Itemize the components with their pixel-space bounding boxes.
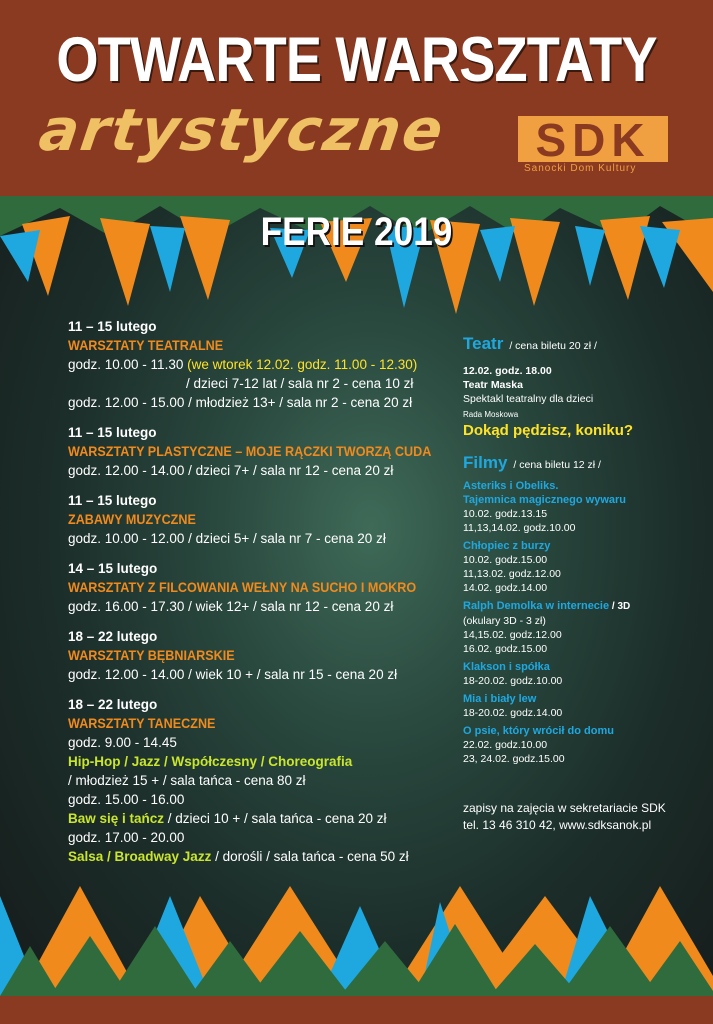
workshop-name: WARSZTATY PLASTYCZNE – MOJE RĄCZKI TWORZĄ CUDA [68,443,432,459]
teatr-spectacle: Dokąd pędzisz, koniku? [463,422,634,439]
film-showtime: 18-20.02. godz.10.00 [463,675,563,687]
dance-style: Baw się i tańcz [68,811,165,826]
workshop-block [68,424,448,480]
teatr-company: Teatr Maska [463,379,523,391]
ferie-heading: FERIE 2019 [260,210,453,254]
workshop-name: WARSZTATY BĘBNIARSKIE [68,647,235,663]
workshop-name: WARSZTATY TEATRALNE [68,337,224,353]
film-title-row [463,599,703,614]
workshop-date: 11 – 15 lutego [68,493,157,508]
workshop-line: godz. 12.00 - 14.00 / dzieci 7+ / sala nr 12 - cena 20 zł [68,463,394,478]
workshops-column [68,318,448,878]
teatr-price: / cena biletu 20 zł / [509,340,597,352]
teatr-title: Teatr [463,334,504,353]
contact-line: tel. 13 46 310 42, www.sdksanok.pl [463,818,652,832]
film-showtime: 11,13,14.02. godz.10.00 [463,522,576,534]
workshop-block [68,318,448,412]
workshop-line-note: (we wtorek 12.02. godz. 11.00 - 12.30) [187,357,418,372]
workshop-date: 18 – 22 lutego [68,697,158,712]
film-showtime: 18-20.02. godz.14.00 [463,707,563,719]
filmy-price: / cena biletu 12 zł / [513,459,601,471]
workshop-line: Salsa / Broadway Jazz / dorośli / sala tańca - cena 50 zł [68,849,409,864]
workshop-name: WARSZTATY TANECZNE [68,715,216,731]
workshop-line: godz. 10.00 - 11.30 (we wtorek 12.02. godz. 11.00 - 12.30) [68,357,418,372]
film-title: Klakson i spółka [463,661,550,673]
film-showtime: 11,13.02. godz.12.00 [463,568,561,580]
film-showtime: 16.02. godz.15.00 [463,643,548,655]
workshop-line: godz. 17.00 - 20.00 [68,830,185,845]
workshop-line: Baw się i tańcz / dzieci 10 + / sala tańca - cena 20 zł [68,811,387,826]
film-showtime: 10.02. godz.15.00 [463,554,548,566]
workshop-block [68,492,448,548]
film-showtime: 23, 24.02. godz.15.00 [463,753,565,765]
poster-title: OTWARTE WARSZTATY [56,25,657,95]
sdk-caption: Sanocki Dom Kultury [524,163,637,174]
film-item [463,599,703,656]
filmy-title: Filmy [463,453,508,472]
workshop-date: 11 – 15 lutego [68,319,157,334]
film-showtime: 10.02. godz.13.15 [463,508,548,520]
workshop-line: godz. 10.00 - 12.00 / dzieci 5+ / sala nr 7 - cena 20 zł [68,531,386,546]
workshop-line: / młodzież 15 + / sala tańca - cena 80 zł [68,773,306,788]
film-item [463,660,703,688]
film-item [463,724,703,766]
film-item [463,539,703,595]
bottom-band [0,996,713,1024]
workshop-block [68,628,448,684]
workshop-line: / dzieci 7-12 lat / sala nr 2 - cena 10 zł [186,376,414,391]
film-title: Mia i biały lew [463,693,537,705]
sdk-logo-text: SDK [535,116,651,166]
workshop-block [68,696,448,866]
dance-style: Hip-Hop / Jazz / Współczesny / Choreografia [68,754,353,769]
film-showtime: 22.02. godz.10.00 [463,739,548,751]
teatr-author: Rada Moskowa [463,410,519,419]
workshop-date: 14 – 15 lutego [68,561,158,576]
poster-subtitle: artystyczne [35,96,449,164]
film-title: O psie, który wrócił do domu [463,725,614,737]
film-item [463,479,703,535]
workshop-line: godz. 15.00 - 16.00 [68,792,185,807]
dance-style: Salsa / Broadway Jazz [68,849,212,864]
film-title: Tajemnica magicznego wywaru [463,494,627,506]
workshop-block [68,560,448,616]
filmy-heading [463,453,703,473]
film-showtime: 14,15.02. godz.12.00 [463,629,562,641]
workshop-date: 11 – 15 lutego [68,425,157,440]
film-3d-note: / 3D [609,601,631,612]
film-item [463,692,703,720]
workshop-line: godz. 12.00 - 14.00 / wiek 10 + / sala nr 15 - cena 20 zł [68,667,398,682]
workshop-name: WARSZTATY Z FILCOWANIA WEŁNY NA SUCHO I MOKRO [68,579,417,595]
workshop-date: 18 – 22 lutego [68,629,158,644]
teatr-heading [463,334,703,354]
teatr-kind: Spektakl teatralny dla dzieci [463,393,594,405]
film-title: Ralph Demolka w internecie [463,600,610,612]
teatr-date: 12.02. godz. 18.00 [463,365,552,377]
workshop-line: godz. 9.00 - 14.45 [68,735,177,750]
film-showtime: (okulary 3D - 3 zł) [463,615,546,627]
events-column [463,334,703,834]
workshop-line: godz. 16.00 - 17.30 / wiek 12+ / sala nr 12 - cena 20 zł [68,599,394,614]
film-title: Chłopiec z burzy [463,540,551,552]
film-title: Asteriks i Obeliks. [463,480,559,492]
contact-line: zapisy na zajęcia w sekretariacie SDK [463,801,666,815]
workshop-line: godz. 12.00 - 15.00 / młodzież 13+ / sala nr 2 - cena 20 zł [68,395,413,410]
film-showtime: 14.02. godz.14.00 [463,582,548,594]
workshop-name: ZABAWY MUZYCZNE [68,511,196,527]
header-band [0,0,713,196]
